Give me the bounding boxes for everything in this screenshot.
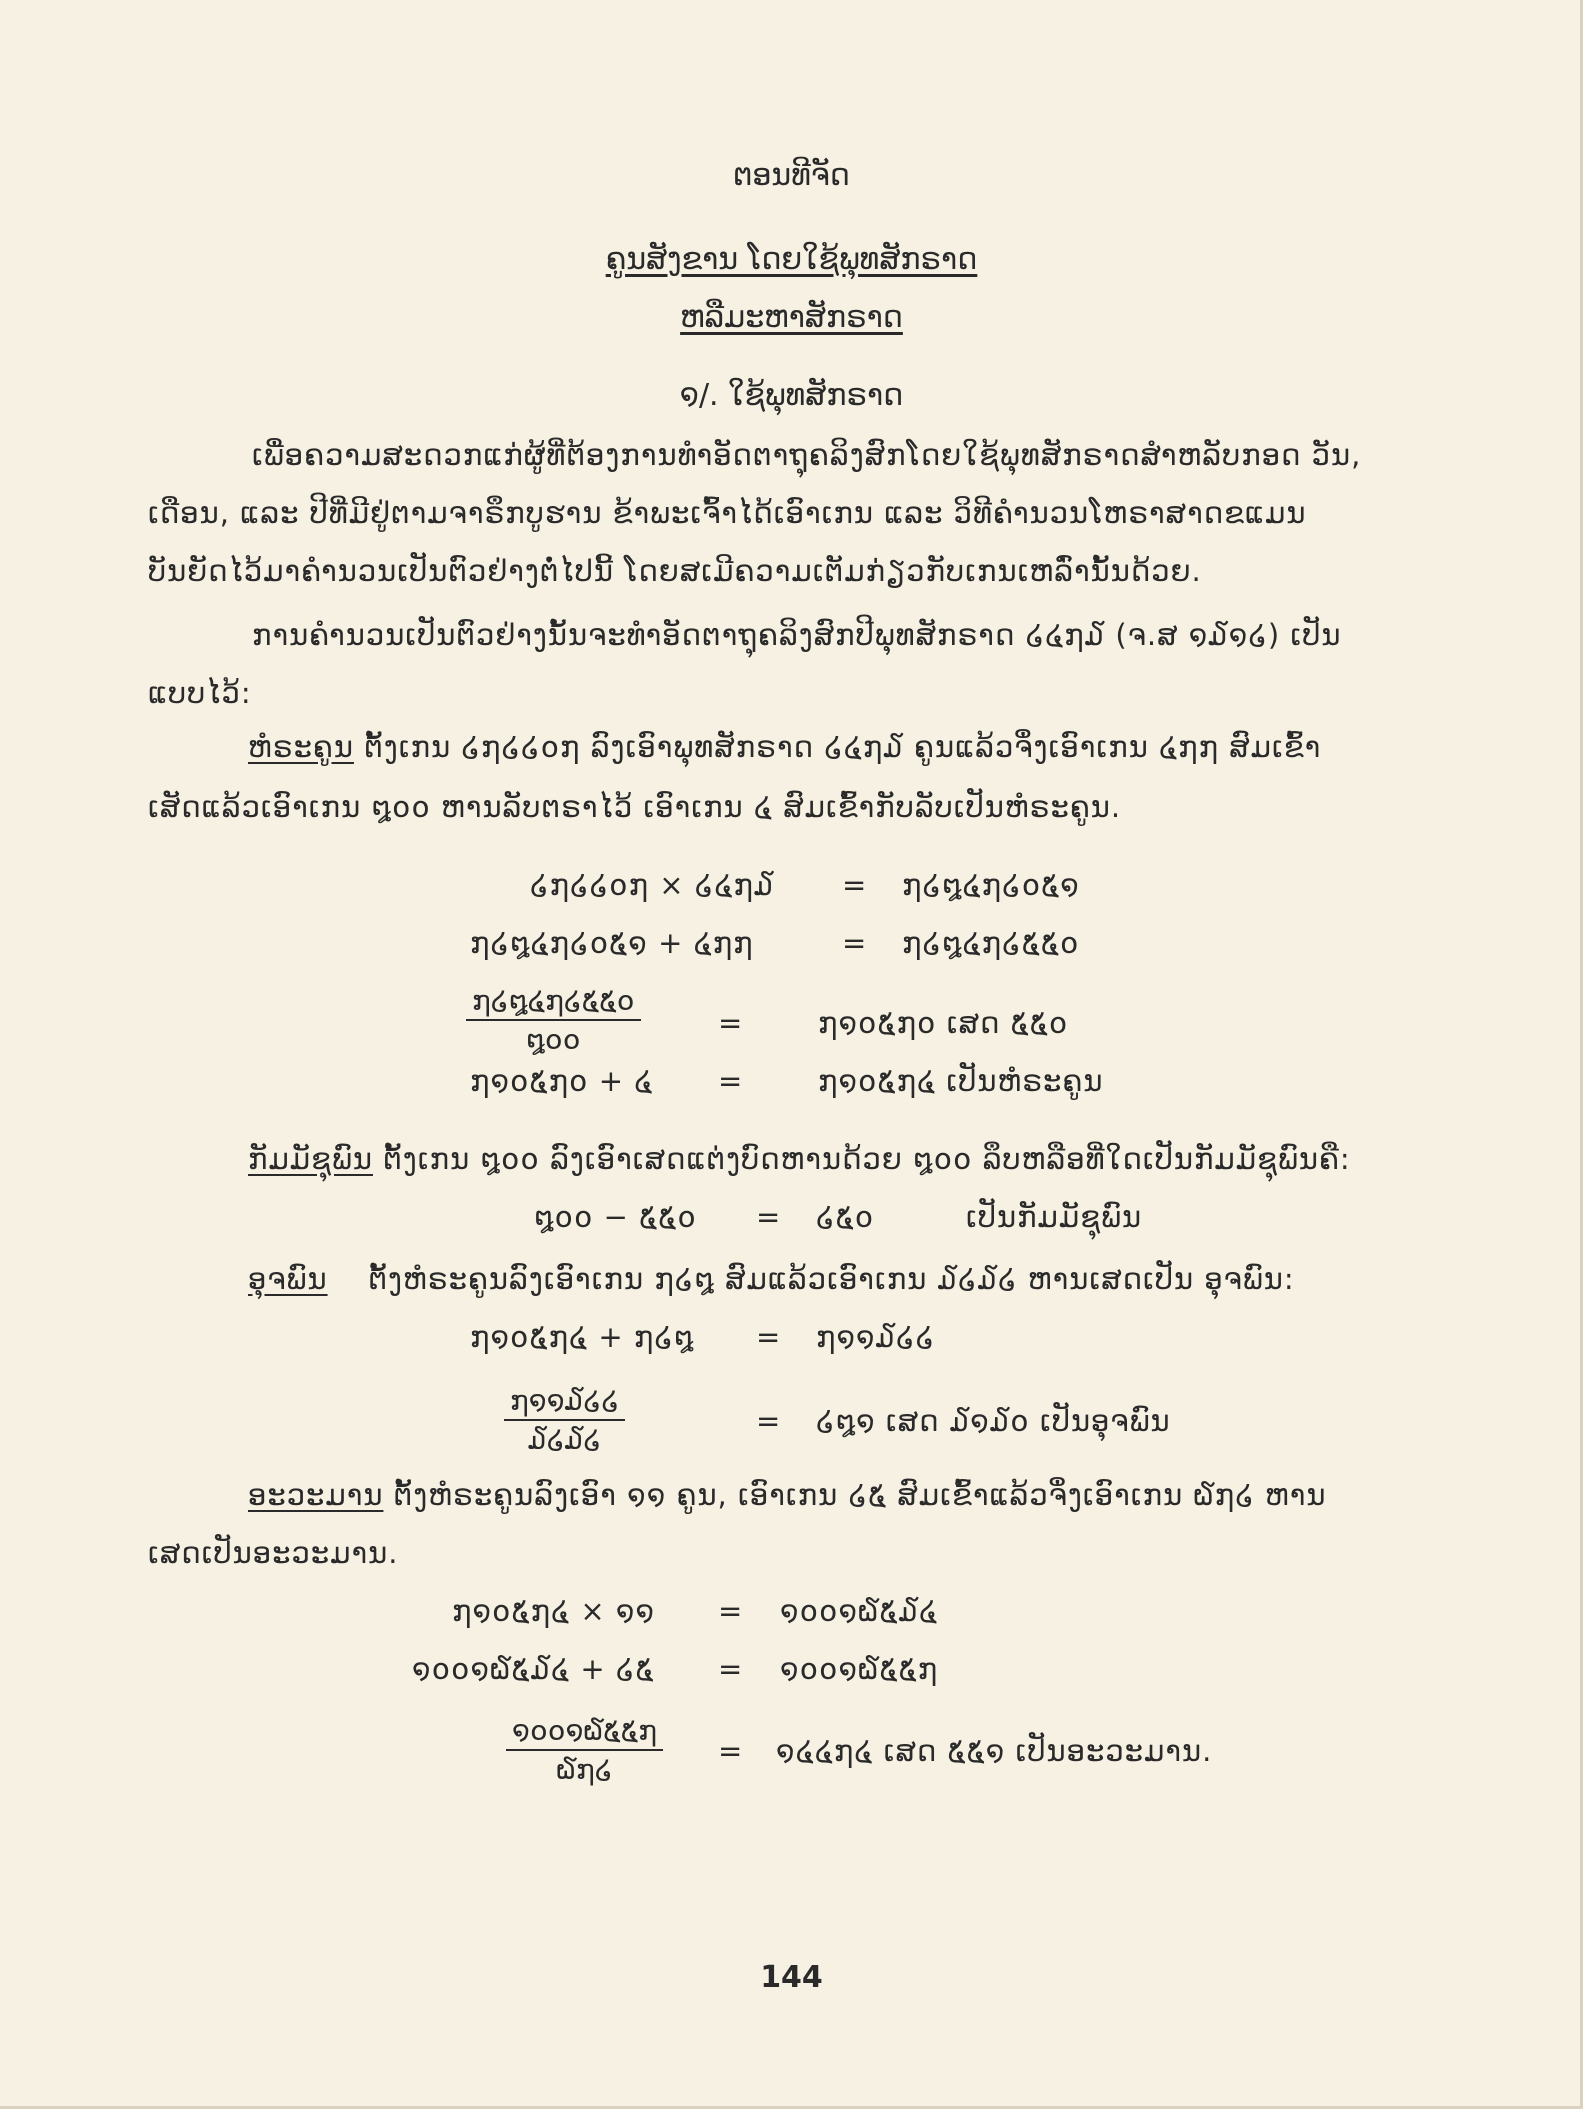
- p4-line-1: ອະວະມານ ຕັ້ງຫໍຣະຄູນລົງເອົາ ໑໑ ຄູນ, ເອົາເກນ ໒໕ ສົມເຂົ້າແລ້ວຈຶ່ງເອົາເກນ ໖໗໒ ຫານ: [248, 1478, 1327, 1512]
- p4-line-2: ເສດເປັນອະວະມານ.: [148, 1536, 399, 1570]
- intro-line-1: ເພື່ອຄວາມສະດວກແກ່ຜູ້ທີ່ຕ້ອງການທຳອັດຕາຖຸຄລິງສົກໂດຍໃຊ້ພຸທສັກຣາດສຳຫລັບກອດ ວັນ,: [252, 438, 1362, 472]
- p2-eq1-equals: =: [756, 1200, 782, 1234]
- p3-line-1: ອຸຈພົນ ຕັ້ງຫໍຣະຄູນລົງເອົາເກນ ໗໒໘ ສົມແລ້ວເອົາເກນ ໓໒໓໒ ຫານເສດເປັນ ອຸຈພົນ:: [248, 1262, 1295, 1296]
- p3-fraction-numerator: ໗໑໑໓໒໒: [504, 1384, 625, 1421]
- p1-fraction-numerator: ໗໒໘໔໗໒໕໕໐: [466, 984, 641, 1021]
- p3-eq2-right: ໒໘໑ ເສດ ໓໑໓໐ ເປັນອຸຈພົນ: [816, 1404, 1171, 1438]
- p4-eq2-right: ໑໐໐໑໖໕໕໗: [780, 1652, 939, 1686]
- p1-eq4-equals: =: [718, 1064, 744, 1098]
- p4-eq2-left: ໑໐໐໑໖໕໓໔ + ໒໕: [412, 1652, 655, 1686]
- p4-eq3-equals: =: [718, 1734, 744, 1768]
- p4-eq1-right: ໑໐໐໑໖໕໓໔: [780, 1594, 939, 1628]
- p1-eq3-equals: =: [718, 1006, 744, 1040]
- section-heading: ຕອນທີຈັດ: [733, 158, 850, 193]
- p1-eq2-right: ໗໒໘໔໗໒໕໕໐: [902, 926, 1080, 960]
- p1-eq4-left: ໗໑໐໕໗໐ + ໔: [470, 1064, 654, 1098]
- p2-eq1-right: ໒໕໐: [816, 1200, 875, 1234]
- intro-line-4: ການຄຳນວນເປັນຕົວຢ່າງນັ້ນຈະທຳອັດຕາຖຸຄລິງສົກປີພຸທສັກຣາດ ໒໔໗໓ (ຈ.ສ ໑໓໑໒) ເປັນ: [252, 618, 1342, 652]
- intro-line-3: ບັນຍັດໄວ້ມາຄຳນວນເປັນຕົວຢ່າງຕໍ່ໄປນີ້ ໂດຍສເມີຄວາມເຕັມກ່ຽວກັບເກນເຫລົ່ານັ້ນດ້ວຍ.: [148, 554, 1202, 588]
- p3-label: ອຸຈພົນ: [248, 1262, 328, 1296]
- p1-fraction-denominator: ໘໐໐: [526, 1023, 581, 1056]
- p1-eq1-right: ໗໒໘໔໗໒໐໕໑: [902, 868, 1080, 902]
- p1-fraction: [466, 984, 641, 1056]
- p2-line-1: ກັມມັຊຸພົນ ຕັ້ງເກນ ໘໐໐ ລົງເອົາເສດແຕ່ງບົດຫານດ້ວຍ ໘໐໐ ລຶບຫລືອທີ່ໃດເປັນກັມມັຊຸພົນຄື:: [248, 1142, 1351, 1176]
- p4-fraction-numerator: ໑໐໐໑໖໕໕໗: [506, 1714, 663, 1751]
- p1-label: ຫໍຣະຄູນ: [248, 730, 354, 764]
- p4-fraction-denominator: ໖໗໒: [556, 1753, 613, 1786]
- intro-line-2: ເດືອນ, ແລະ ປີທີ່ມີຢູ່ຕາມຈາຣຶກບູຮານ ຂ້າພະເຈົ້າໄດ້ເອົາເກນ ແລະ ວິທີຄຳນວນໂຫຣາສາດຂແມນ: [148, 496, 1307, 530]
- p3-eq1-left: ໗໑໐໕໗໔ + ໗໒໘: [470, 1320, 695, 1354]
- p3-fraction-denominator: ໓໒໓໒: [527, 1423, 602, 1456]
- p4-fraction: [506, 1714, 663, 1786]
- p4-eq3-right: ໑໔໔໗໔ ເສດ ໕໕໑ ເປັນອະວະມານ.: [776, 1734, 1213, 1768]
- p3-eq2-equals: =: [756, 1404, 782, 1438]
- p1-line-2: ເສັດແລ້ວເອົາເກນ ໘໐໐ ຫານລັບຕຣາໄວ້ ເອົາເກນ ໔ ສົມເຂົ້າກັບລັບເປັນຫໍຣະຄູນ.: [148, 790, 1122, 824]
- p1-line-1: ຫໍຣະຄູນ ຕັ້ງເກນ ໒໗໒໒໐໗ ລົງເອົາພຸທສັກຣາດ ໒໔໗໓ ຄູນແລ້ວຈຶ່ງເອົາເກນ ໔໗໗ ສົມເຂົ້າ: [248, 730, 1322, 764]
- p1-eq2-equals: =: [842, 926, 868, 960]
- intro-line-5: ແບບໄວ້:: [148, 676, 252, 710]
- p4-eq2-equals: =: [718, 1652, 744, 1686]
- p4-eq1-left: ໗໑໐໕໗໔ × ໑໑: [452, 1594, 656, 1628]
- p3-fraction: [504, 1384, 625, 1456]
- p4-label: ອະວະມານ: [248, 1478, 384, 1512]
- p4-eq1-equals: =: [718, 1594, 744, 1628]
- subsection-heading: ໑/. ໃຊ້ພຸທສັກຣາດ: [679, 378, 904, 413]
- main-subtitle: ຫລືມະຫາສັກຣາດ: [680, 300, 903, 335]
- p2-eq1-note: ເປັນກັມມັຊຸພົນ: [966, 1200, 1143, 1234]
- p3-eq1-right: ໗໑໑໓໒໒: [816, 1320, 936, 1354]
- p1-eq3-right: ໗໑໐໕໗໐ ເສດ ໕໕໐: [818, 1006, 1069, 1040]
- p1-eq2-left: ໗໒໘໔໗໒໐໕໑ + ໔໗໗: [470, 926, 754, 960]
- p1-eq4-right: ໗໑໐໕໗໔ ເປັນຫໍຣະຄູນ: [818, 1064, 1104, 1098]
- p3-eq1-equals: =: [756, 1320, 782, 1354]
- page-number: 144: [760, 1960, 823, 1995]
- p2-label: ກັມມັຊຸພົນ: [248, 1142, 373, 1176]
- main-title: ຄູນສັງຂານ ໂດຍໃຊ້ພຸທສັກຣາດ: [605, 242, 978, 277]
- p2-eq1-left: ໘໐໐ − ໕໕໐: [534, 1200, 697, 1234]
- p1-eq1-equals: =: [842, 868, 868, 902]
- p1-eq1-left: ໒໗໒໒໐໗ × ໒໔໗໓: [530, 868, 775, 902]
